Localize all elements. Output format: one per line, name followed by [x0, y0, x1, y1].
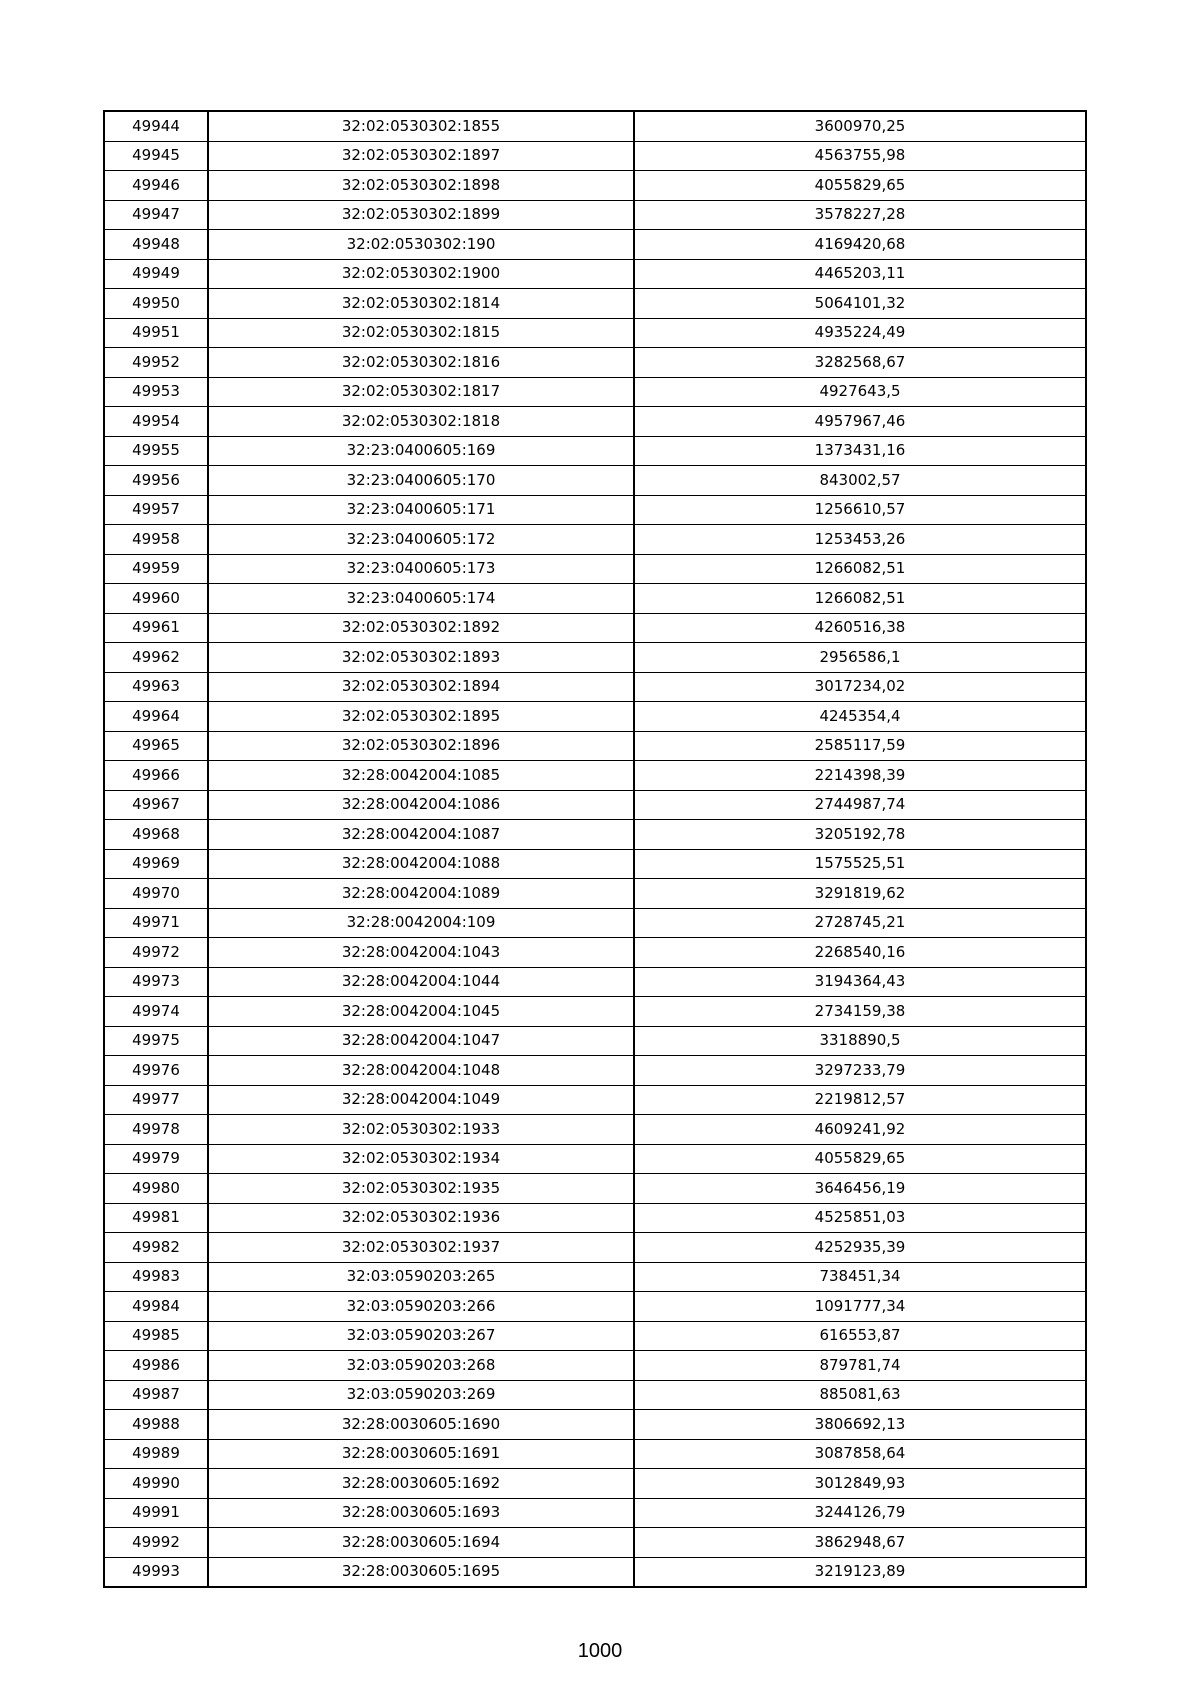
- row-number-cell: 49976: [104, 1056, 208, 1086]
- row-number-cell: 49951: [104, 318, 208, 348]
- cadastral-number-cell: 32:28:0042004:1049: [208, 1085, 634, 1115]
- row-number-cell: 49946: [104, 171, 208, 201]
- cadastral-value-cell: 1575525,51: [634, 849, 1086, 879]
- cadastral-number-cell: 32:28:0042004:1089: [208, 879, 634, 909]
- cadastral-value-cell: 4260516,38: [634, 613, 1086, 643]
- cadastral-value-cell: 2744987,74: [634, 790, 1086, 820]
- row-number-cell: 49967: [104, 790, 208, 820]
- table-body: [104, 111, 1086, 1587]
- row-number-cell: 49959: [104, 554, 208, 584]
- cadastral-number-cell: 32:02:0530302:1816: [208, 348, 634, 378]
- table-row: [104, 672, 1086, 702]
- cadastral-value-cell: 1256610,57: [634, 495, 1086, 525]
- row-number-cell: 49979: [104, 1144, 208, 1174]
- table-row: [104, 849, 1086, 879]
- row-number-cell: 49985: [104, 1321, 208, 1351]
- table-row: [104, 436, 1086, 466]
- row-number-cell: 49954: [104, 407, 208, 437]
- table-row: [104, 230, 1086, 260]
- cadastral-value-cell: 2214398,39: [634, 761, 1086, 791]
- row-number-cell: 49990: [104, 1469, 208, 1499]
- cadastral-value-cell: 4935224,49: [634, 318, 1086, 348]
- cadastral-value-cell: 3646456,19: [634, 1174, 1086, 1204]
- table-row: [104, 554, 1086, 584]
- table-row: [104, 820, 1086, 850]
- cadastral-value-cell: 3600970,25: [634, 111, 1086, 141]
- cadastral-number-cell: 32:28:0030605:1692: [208, 1469, 634, 1499]
- cadastral-value-cell: 879781,74: [634, 1351, 1086, 1381]
- table-row: [104, 1380, 1086, 1410]
- cadastral-value-cell: 3017234,02: [634, 672, 1086, 702]
- cadastral-value-cell: 4245354,4: [634, 702, 1086, 732]
- cadastral-number-cell: 32:02:0530302:1855: [208, 111, 634, 141]
- row-number-cell: 49945: [104, 141, 208, 171]
- row-number-cell: 49973: [104, 967, 208, 997]
- cadastral-number-cell: 32:03:0590203:269: [208, 1380, 634, 1410]
- row-number-cell: 49977: [104, 1085, 208, 1115]
- row-number-cell: 49952: [104, 348, 208, 378]
- table-row: [104, 1085, 1086, 1115]
- row-number-cell: 49978: [104, 1115, 208, 1145]
- table-row: [104, 1498, 1086, 1528]
- row-number-cell: 49956: [104, 466, 208, 496]
- cadastral-value-cell: 1373431,16: [634, 436, 1086, 466]
- table-row: [104, 1439, 1086, 1469]
- cadastral-number-cell: 32:02:0530302:1893: [208, 643, 634, 673]
- cadastral-number-cell: 32:23:0400605:174: [208, 584, 634, 614]
- row-number-cell: 49982: [104, 1233, 208, 1263]
- table-row: [104, 495, 1086, 525]
- row-number-cell: 49963: [104, 672, 208, 702]
- cadastral-number-cell: 32:03:0590203:268: [208, 1351, 634, 1381]
- row-number-cell: 49964: [104, 702, 208, 732]
- table-row: [104, 318, 1086, 348]
- row-number-cell: 49989: [104, 1439, 208, 1469]
- cadastral-number-cell: 32:02:0530302:1933: [208, 1115, 634, 1145]
- cadastral-number-cell: 32:28:0042004:1087: [208, 820, 634, 850]
- cadastral-number-cell: 32:02:0530302:1934: [208, 1144, 634, 1174]
- table-row: [104, 613, 1086, 643]
- table-row: [104, 259, 1086, 289]
- table-row: [104, 1056, 1086, 1086]
- cadastral-value-cell: 3862948,67: [634, 1528, 1086, 1558]
- cadastral-value-cell: 3297233,79: [634, 1056, 1086, 1086]
- row-number-cell: 49970: [104, 879, 208, 909]
- cadastral-value-cell: 3318890,5: [634, 1026, 1086, 1056]
- cadastral-value-cell: 3087858,64: [634, 1439, 1086, 1469]
- cadastral-number-cell: 32:02:0530302:1897: [208, 141, 634, 171]
- table-row: [104, 171, 1086, 201]
- table-row: [104, 967, 1086, 997]
- row-number-cell: 49949: [104, 259, 208, 289]
- cadastral-value-cell: 3205192,78: [634, 820, 1086, 850]
- row-number-cell: 49948: [104, 230, 208, 260]
- cadastral-value-cell: 4609241,92: [634, 1115, 1086, 1145]
- cadastral-number-cell: 32:23:0400605:169: [208, 436, 634, 466]
- cadastral-number-cell: 32:02:0530302:1898: [208, 171, 634, 201]
- row-number-cell: 49947: [104, 200, 208, 230]
- table-row: [104, 1410, 1086, 1440]
- row-number-cell: 49958: [104, 525, 208, 555]
- cadastral-number-cell: 32:28:0042004:1047: [208, 1026, 634, 1056]
- row-number-cell: 49972: [104, 938, 208, 968]
- cadastral-value-cell: 2956586,1: [634, 643, 1086, 673]
- row-number-cell: 49968: [104, 820, 208, 850]
- cadastral-number-cell: 32:02:0530302:1896: [208, 731, 634, 761]
- row-number-cell: 49983: [104, 1262, 208, 1292]
- row-number-cell: 49965: [104, 731, 208, 761]
- cadastral-number-cell: 32:28:0030605:1694: [208, 1528, 634, 1558]
- cadastral-value-cell: 3578227,28: [634, 200, 1086, 230]
- cadastral-value-cell: 1266082,51: [634, 554, 1086, 584]
- cadastral-number-cell: 32:28:0042004:1044: [208, 967, 634, 997]
- table-row: [104, 1262, 1086, 1292]
- table-row: [104, 702, 1086, 732]
- row-number-cell: 49969: [104, 849, 208, 879]
- row-number-cell: 49966: [104, 761, 208, 791]
- cadastre-value-table: [103, 110, 1087, 1588]
- table-row: [104, 1174, 1086, 1204]
- cadastral-value-cell: 843002,57: [634, 466, 1086, 496]
- cadastral-number-cell: 32:02:0530302:1814: [208, 289, 634, 319]
- table-row: [104, 1321, 1086, 1351]
- cadastral-value-cell: 3291819,62: [634, 879, 1086, 909]
- cadastral-number-cell: 32:28:0030605:1693: [208, 1498, 634, 1528]
- cadastral-value-cell: 3219123,89: [634, 1557, 1086, 1587]
- cadastral-value-cell: 4957967,46: [634, 407, 1086, 437]
- cadastral-number-cell: 32:03:0590203:267: [208, 1321, 634, 1351]
- table-row: [104, 938, 1086, 968]
- cadastral-value-cell: 3244126,79: [634, 1498, 1086, 1528]
- table-row: [104, 525, 1086, 555]
- table-row: [104, 731, 1086, 761]
- cadastral-value-cell: 3194364,43: [634, 967, 1086, 997]
- cadastral-number-cell: 32:02:0530302:1818: [208, 407, 634, 437]
- table-row: [104, 141, 1086, 171]
- cadastral-number-cell: 32:02:0530302:1900: [208, 259, 634, 289]
- cadastral-number-cell: 32:02:0530302:1892: [208, 613, 634, 643]
- table-row: [104, 761, 1086, 791]
- row-number-cell: 49962: [104, 643, 208, 673]
- cadastral-value-cell: 4563755,98: [634, 141, 1086, 171]
- row-number-cell: 49975: [104, 1026, 208, 1056]
- table-row: [104, 997, 1086, 1027]
- cadastral-number-cell: 32:03:0590203:266: [208, 1292, 634, 1322]
- cadastral-value-cell: 1253453,26: [634, 525, 1086, 555]
- row-number-cell: 49986: [104, 1351, 208, 1381]
- table-row: [104, 1144, 1086, 1174]
- cadastral-value-cell: 885081,63: [634, 1380, 1086, 1410]
- cadastral-value-cell: 4465203,11: [634, 259, 1086, 289]
- table-row: [104, 289, 1086, 319]
- row-number-cell: 49953: [104, 377, 208, 407]
- cadastral-value-cell: 4055829,65: [634, 171, 1086, 201]
- row-number-cell: 49993: [104, 1557, 208, 1587]
- cadastral-value-cell: 4252935,39: [634, 1233, 1086, 1263]
- row-number-cell: 49955: [104, 436, 208, 466]
- page-number: 1000: [577, 1640, 623, 1662]
- table-row: [104, 466, 1086, 496]
- cadastral-number-cell: 32:02:0530302:1894: [208, 672, 634, 702]
- table-row: [104, 348, 1086, 378]
- row-number-cell: 49988: [104, 1410, 208, 1440]
- cadastral-number-cell: 32:28:0030605:1690: [208, 1410, 634, 1440]
- table-row: [104, 1557, 1086, 1587]
- cadastral-value-cell: 3282568,67: [634, 348, 1086, 378]
- row-number-cell: 49961: [104, 613, 208, 643]
- cadastral-value-cell: 3012849,93: [634, 1469, 1086, 1499]
- cadastral-value-cell: 4169420,68: [634, 230, 1086, 260]
- cadastral-number-cell: 32:23:0400605:173: [208, 554, 634, 584]
- cadastral-value-cell: 616553,87: [634, 1321, 1086, 1351]
- cadastral-value-cell: 2728745,21: [634, 908, 1086, 938]
- table-row: [104, 111, 1086, 141]
- row-number-cell: 49960: [104, 584, 208, 614]
- cadastral-value-cell: 2219812,57: [634, 1085, 1086, 1115]
- cadastral-number-cell: 32:02:0530302:1935: [208, 1174, 634, 1204]
- cadastral-number-cell: 32:02:0530302:1899: [208, 200, 634, 230]
- cadastral-value-cell: 4055829,65: [634, 1144, 1086, 1174]
- row-number-cell: 49971: [104, 908, 208, 938]
- cadastral-value-cell: 4927643,5: [634, 377, 1086, 407]
- row-number-cell: 49974: [104, 997, 208, 1027]
- cadastral-value-cell: 4525851,03: [634, 1203, 1086, 1233]
- table-row: [104, 377, 1086, 407]
- table-row: [104, 1026, 1086, 1056]
- row-number-cell: 49987: [104, 1380, 208, 1410]
- table-row: [104, 1351, 1086, 1381]
- row-number-cell: 49950: [104, 289, 208, 319]
- row-number-cell: 49992: [104, 1528, 208, 1558]
- cadastral-number-cell: 32:28:0042004:1086: [208, 790, 634, 820]
- table-row: [104, 1469, 1086, 1499]
- cadastral-number-cell: 32:23:0400605:171: [208, 495, 634, 525]
- cadastral-value-cell: 1091777,34: [634, 1292, 1086, 1322]
- cadastral-number-cell: 32:02:0530302:190: [208, 230, 634, 260]
- table-row: [104, 1203, 1086, 1233]
- cadastral-number-cell: 32:02:0530302:1895: [208, 702, 634, 732]
- row-number-cell: 49944: [104, 111, 208, 141]
- cadastral-number-cell: 32:28:0042004:109: [208, 908, 634, 938]
- table-row: [104, 1115, 1086, 1145]
- table-row: [104, 908, 1086, 938]
- table-row: [104, 1292, 1086, 1322]
- row-number-cell: 49980: [104, 1174, 208, 1204]
- cadastral-value-cell: 5064101,32: [634, 289, 1086, 319]
- table-row: [104, 584, 1086, 614]
- row-number-cell: 49991: [104, 1498, 208, 1528]
- table-row: [104, 1233, 1086, 1263]
- cadastral-number-cell: 32:28:0042004:1045: [208, 997, 634, 1027]
- cadastral-number-cell: 32:28:0042004:1088: [208, 849, 634, 879]
- cadastral-number-cell: 32:23:0400605:170: [208, 466, 634, 496]
- table-row: [104, 643, 1086, 673]
- cadastral-value-cell: 1266082,51: [634, 584, 1086, 614]
- cadastral-value-cell: 2585117,59: [634, 731, 1086, 761]
- cadastral-number-cell: 32:28:0042004:1085: [208, 761, 634, 791]
- cadastral-number-cell: 32:02:0530302:1817: [208, 377, 634, 407]
- row-number-cell: 49957: [104, 495, 208, 525]
- cadastral-value-cell: 2734159,38: [634, 997, 1086, 1027]
- cadastral-value-cell: 2268540,16: [634, 938, 1086, 968]
- cadastral-number-cell: 32:28:0042004:1043: [208, 938, 634, 968]
- table-row: [104, 407, 1086, 437]
- row-number-cell: 49984: [104, 1292, 208, 1322]
- cadastral-number-cell: 32:02:0530302:1936: [208, 1203, 634, 1233]
- cadastral-number-cell: 32:23:0400605:172: [208, 525, 634, 555]
- table-row: [104, 200, 1086, 230]
- cadastral-number-cell: 32:02:0530302:1937: [208, 1233, 634, 1263]
- table-row: [104, 790, 1086, 820]
- cadastral-number-cell: 32:02:0530302:1815: [208, 318, 634, 348]
- row-number-cell: 49981: [104, 1203, 208, 1233]
- cadastral-number-cell: 32:28:0042004:1048: [208, 1056, 634, 1086]
- cadastral-value-cell: 738451,34: [634, 1262, 1086, 1292]
- cadastral-number-cell: 32:28:0030605:1691: [208, 1439, 634, 1469]
- cadastral-number-cell: 32:28:0030605:1695: [208, 1557, 634, 1587]
- table-row: [104, 879, 1086, 909]
- table-row: [104, 1528, 1086, 1558]
- cadastral-value-cell: 3806692,13: [634, 1410, 1086, 1440]
- cadastral-number-cell: 32:03:0590203:265: [208, 1262, 634, 1292]
